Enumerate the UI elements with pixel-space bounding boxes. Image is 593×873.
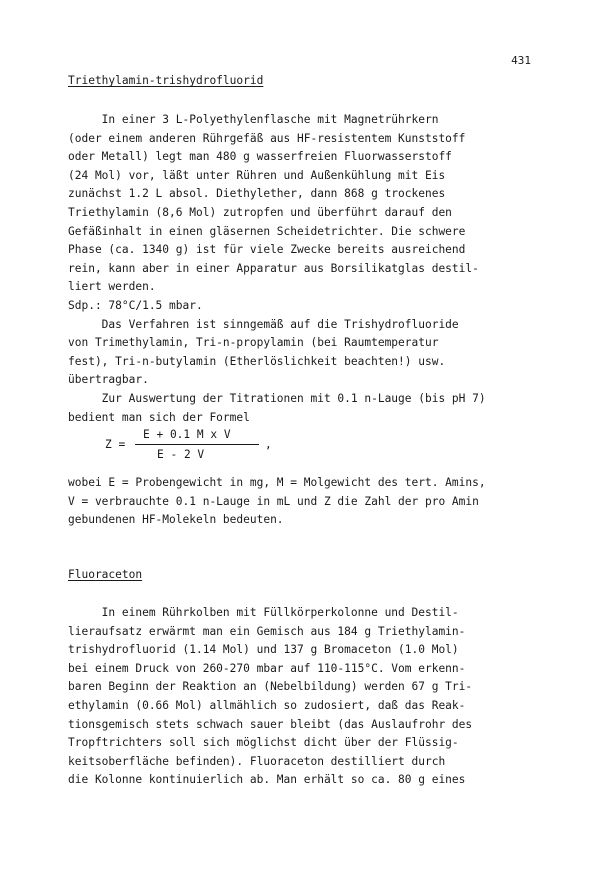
fraction-bar xyxy=(135,444,259,445)
formula-lhs: Z = xyxy=(105,438,126,451)
text-line: (24 Mol) vor, läßt unter Rühren und Außenkühlung mit Eis xyxy=(68,168,446,182)
formula-trailing-comma: , xyxy=(265,438,272,451)
paragraph-fluoraceton xyxy=(68,604,536,790)
text-line: Triethylamin (8,6 Mol) zutropfen und überführt darauf den xyxy=(68,205,452,219)
text-line: bei einem Druck von 260-270 mbar auf 110-115°C. Vom erkenn- xyxy=(68,661,466,675)
text-line: (oder einem anderen Rührgefäß aus HF-resistentem Kunststoff xyxy=(68,131,466,145)
text-line: In einem Rührkolben mit Füllkörperkolonne und Destil- xyxy=(68,606,459,619)
text-line: rein, kann aber in einer Apparatur aus Borsilikatglas destil- xyxy=(68,261,479,275)
text-line: V = verbrauchte 0.1 n-Lauge in mL und Z die Zahl der pro Amin xyxy=(68,494,479,508)
text-line: Tropftrichters soll sich möglichst dicht über der Flüssig- xyxy=(68,736,459,750)
text-line: übertragbar. xyxy=(68,373,149,387)
text-line: Phase (ca. 1340 g) ist für viele Zwecke bereits ausreichend xyxy=(68,243,466,257)
text-line: bedient man sich der Formel xyxy=(68,410,250,424)
text-line: von Trimethylamin, Tri-n-propylamin (bei Raumtemperatur xyxy=(68,336,439,350)
text-line: In einer 3 L-Polyethylenflasche mit Magnetrührkern xyxy=(68,113,439,126)
text-line: trishydrofluorid (1.14 Mol) und 137 g Bromaceton (1.0 Mol) xyxy=(68,643,459,657)
text-line: baren Beginn der Reaktion an (Nebelbildung) werden 67 g Tri- xyxy=(68,680,473,694)
text-line: ethylamin (0.66 Mol) allmählich so zudosiert, daß das Reak- xyxy=(68,698,466,712)
text-line: wobei E = Probengewicht in mg, M = Molgewicht des tert. Amins, xyxy=(68,476,486,489)
text-line: Das Verfahren ist sinngemäß auf die Trishydrofluoride xyxy=(68,317,459,331)
text-line: fest), Tri-n-butylamin (Etherlöslichkeit beachten!) usw. xyxy=(68,354,446,368)
section-title-fluoraceton: Fluoraceton xyxy=(68,568,143,581)
text-line: die Kolonne kontinuierlich ab. Man erhält so ca. 80 g eines xyxy=(68,773,466,787)
text-line: liert werden. xyxy=(68,280,156,294)
paragraph-formula-legend xyxy=(68,474,536,530)
text-line: gebundenen HF-Molekeln bedeuten. xyxy=(68,513,284,527)
text-line: tionsgemisch stets schwach sauer bleibt (das Auslaufrohr des xyxy=(68,717,473,731)
text-line: keitsoberfläche befinden). Fluoraceton destilliert durch xyxy=(68,754,446,768)
formula-denominator: E - 2 V xyxy=(157,448,205,461)
text-line: Gefäßinhalt in einen gläsernen Scheidetrichter. Die schwere xyxy=(68,224,466,238)
section-title-triethylamin: Triethylamin-trishydrofluorid xyxy=(68,74,264,87)
text-line: Zur Auswertung der Titrationen mit 0.1 n-Lauge (bis pH 7) xyxy=(68,391,486,405)
text-line: oder Metall) legt man 480 g wasserfreien Fluorwasserstoff xyxy=(68,150,452,164)
text-line: Sdp.: 78°C/1.5 mbar. xyxy=(68,298,203,312)
text-line: lieraufsatz erwärmt man ein Gemisch aus 184 g Triethylamin- xyxy=(68,624,466,638)
formula-z xyxy=(105,426,305,466)
paragraph-preparation xyxy=(68,111,536,427)
formula-numerator: E + 0.1 M x V xyxy=(143,428,231,441)
page-number: 431 xyxy=(511,54,531,67)
text-line: zunächst 1.2 L absol. Diethylether, dann 868 g trockenes xyxy=(68,187,446,201)
